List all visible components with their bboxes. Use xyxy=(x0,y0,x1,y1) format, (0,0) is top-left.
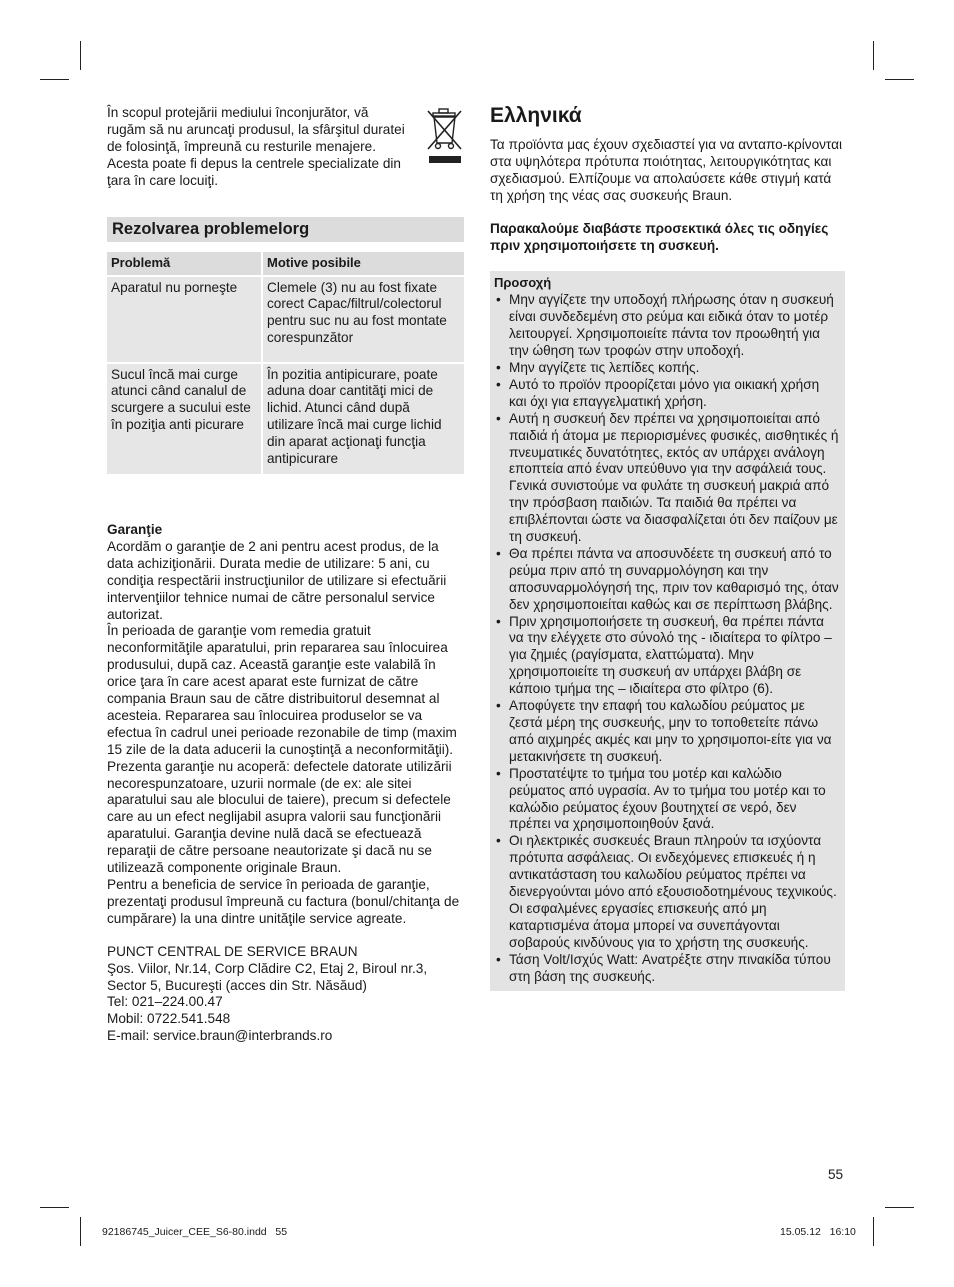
service-address: Şos. Viilor, Nr.14, Corp Clădire C2, Etaj 2, Biroul nr.3, Sector 5, Bucureşti (acces din Str. Năsăud) xyxy=(107,960,428,993)
crop-mark xyxy=(80,41,81,70)
service-email: E-mail: service.braun@interbrands.ro xyxy=(107,1028,333,1044)
crop-mark xyxy=(40,79,69,80)
right-column xyxy=(490,105,845,991)
list-item: • Αυτή η συσκευή δεν πρέπει να χρησιμοποιείται από παιδιά ή άτομα με περιορισμένες φυσικές, αισθητικές ή πνευματικές δυνατότητες, εκτός αν υπάρχει ανάλογη εποπτεία από έναν υπεύθυνο για την ασφάλειά τους. Γενικά συνιστούμε να φυλάτε τη συσκευή μακριά από την πρόσβαση παιδιών. Τα παιδιά θα πρέπει να επιβλέπονται ώστε να διασφαλίζεται ότι δεν παίζουν με τη συσκευή. xyxy=(496,410,839,545)
troubleshooting-heading: Rezolvarea problemelorg xyxy=(107,217,464,242)
service-tel: Tel: 021–224.00.47 xyxy=(107,994,223,1010)
table-row xyxy=(107,363,464,474)
list-item: • Οι ηλεκτρικές συσκευές Braun πληρούν τα ισχύοντα πρότυπα ασφάλειας. Οι ενδεχόμενες επισκευές ή η αντικατάσταση του καλωδίου ρεύματος πρέπει να διενεργούνται μόνο από εξουσιοδοτημένους τεχνικούς. Οι εσφαλμένες εργασίες επισκευής από μη καταρτισμένα άτομα μπορεί να συνεπάγονται σοβαρούς κινδύνους για το χρήστη της συσκευής. xyxy=(496,833,837,950)
column-header-problem: Problemă xyxy=(107,252,262,276)
left-column xyxy=(107,105,464,1045)
table-row xyxy=(107,276,464,363)
cause-cell: Clemele (3) nu au fost fixate corect Capac/filtrul/colectorul pentru suc nu au fost montate corespunzător xyxy=(262,276,464,363)
list-item: • Μην αγγίζετε την υποδοχή πλήρωσης όταν η συσκευή είναι συνδεδεμένη στο ρεύμα και ειδικά όταν το μοτέρ λειτουργεί. Χρησιμοποιείτε πάντα τον προωθητή για την ώθηση των τροφών στην υποδοχή. xyxy=(496,292,834,359)
warranty-section xyxy=(107,522,464,928)
read-instructions-notice: Παρακαλούμε διαβάστε προσεκτικά όλες τις οδηγίες πριν χρησιμοποιήσετε τη συσκευή. xyxy=(490,220,829,253)
troubleshooting-table xyxy=(107,252,464,474)
list-item: • Αυτό το προϊόν προορίζεται μόνο για οικιακή χρήση και όχι για επαγγελματική χρήση. xyxy=(496,376,820,409)
column-header-causes: Motive posibile xyxy=(262,252,464,276)
caution-box xyxy=(490,271,845,990)
intro-text: Τα προϊόντα μας έχουν σχεδιαστεί για να ανταπο-κρίνονται στα υψηλότερα πρότυπα ποιότητας, λειτουργικότητας και σχεδιασμού. Ελπίζουμε να απολαύσετε κάθε στιγμή κατά τη χρήση της νέας σας συσκευής Braun. xyxy=(490,137,842,203)
warranty-paragraph: În perioada de garanţie vom remedia gratuit neconformităţile aparatului, prin repararea sau înlocuirea produsului, după caz. Această garanţie este valabilă în orice ţara în care acest aparat este furnizat de către compania Braun sau de către distribuitorul desemnat al acesteia. Repararea sau înlocuirea produselor se va efectua în cadrul unei perioade rezonabile de timp (maxim 15 zile de la data aducerii la cunoştinţă a neconformităţii). xyxy=(107,623,457,757)
crop-mark xyxy=(40,1207,69,1208)
environment-block xyxy=(107,105,464,190)
problem-cell: Aparatul nu porneşte xyxy=(107,276,262,363)
table-header-row xyxy=(107,252,464,276)
list-item: • Μην αγγίζετε τις λεπίδες κοπής. xyxy=(496,359,700,375)
service-mobile: Mobil: 0722.541.548 xyxy=(107,1011,231,1027)
environment-text: În scopul protejării mediului înconjurător, vă rugăm să nu aruncaţi produsul, la sfârşitul duratei de folosinţă, împreună cu resturile menajere. Acesta poate fi depus la centrele specializate din ţara în care locuiţi. xyxy=(107,105,405,188)
list-item: • Θα πρέπει πάντα να αποσυνδέετε τη συσκευή από το ρεύμα πριν από τη συναρμολόγηση και την αποσυναρμολόγησή της, πριν τον καθαρισμό της, όταν δεν χρησιμοποιείται καθώς και σε περίπτωση βλάβης. xyxy=(496,545,839,612)
service-center xyxy=(107,944,464,1045)
warranty-paragraph: Pentru a beneficia de service în perioada de garanţie, prezentaţi produsul împreună cu factura (bonul/chitanţa de cumpărare) la una dintre unităţile service agreate. xyxy=(107,877,460,926)
service-name: PUNCT CENTRAL DE SERVICE BRAUN xyxy=(107,943,358,959)
crop-mark xyxy=(885,79,914,80)
list-item: • Προστατέψτε το τμήμα του μοτέρ και καλώδιο ρεύματος από υγρασία. Αν το τμήμα του μοτέρ και το καλώδιο ρεύματος έχουν βουτηχτεί σε νερό, δεν πρέπει να χρησιμοποιηθούν ξανά. xyxy=(496,765,826,832)
warranty-title: Garanţie xyxy=(107,521,163,537)
list-item: • Αποφύγετε την επαφή του καλωδίου ρεύματος με ζεστά μέρη της συσκευής, μην το τοποθετείτε πάνω από αιχμηρές ακμές και μην το χρησιμοποι-είτε για να μετακινήσετε τη συσκευή. xyxy=(496,698,832,764)
crop-mark xyxy=(80,1217,81,1246)
crop-mark xyxy=(885,1207,914,1208)
language-title: Ελληνικά xyxy=(490,104,582,127)
list-item: • Τάση Volt/Ισχύς Watt: Ανατρέξτε στην πινακίδα τύπου στη βάση της συσκευής. xyxy=(496,951,831,984)
warranty-paragraph: Acordăm o garanţie de 2 ani pentru acest produs, de la data achiziţionării. Durata medie de utilizare: 5 ani, cu condiţia respectării instrucţiunilor de utilizare si efectuării intervenţiilor tehnice numai de către personalul service autorizat. xyxy=(107,538,447,622)
caution-list xyxy=(494,292,840,985)
problem-cell: Sucul încă mai curge atunci când canalul de scurgere a sucului este în poziţia anti picurare xyxy=(107,363,262,474)
footer-datetime: 15.05.12 16:10 xyxy=(780,1226,856,1238)
list-item: • Πριν χρησιμοποιήσετε τη συσκευή, θα πρέπει πάντα να την ελέγχετε στο σύνολό της - ιδιαίτερα το φίλτρο – για ζημιές (ραγίσματα, ελαττώματα). Μην χρησιμοποιείτε τη συσκευή αν υπάρχει βλάβη σε κάποιο τμήμα της – ιδιαίτερα στο φίλτρο (6). xyxy=(496,613,832,697)
page-number: 55 xyxy=(828,1167,844,1182)
footer-filename: 92186745_Juicer_CEE_S6-80.indd 55 xyxy=(102,1226,288,1238)
caution-title: Προσοχή xyxy=(494,275,552,291)
crossed-out-wheelie-bin-icon xyxy=(425,107,465,165)
warranty-paragraph: Prezenta garanţie nu acoperă: defectele datorate utilizării necorespunzatoare, uzurii normale (de ex: ale sitei aparatului sau ale blocului de taiere), precum si defectele care au un efect neglijabil asupra valorii sau funcţionării aparatului. Garanţia devine nulă dacă se efectuează reparaţii de către persoane neautorizate şi dacă nu se utilizează componente originale Braun. xyxy=(107,758,452,876)
crop-mark xyxy=(873,41,874,70)
crop-mark xyxy=(873,1217,874,1246)
cause-cell: În pozitia antipicurare, poate aduna doar cantităţi mici de lichid. Atunci când după utilizare încă mai curge lichid din aparat acţionaţi funcţia antipicurare xyxy=(262,363,464,474)
